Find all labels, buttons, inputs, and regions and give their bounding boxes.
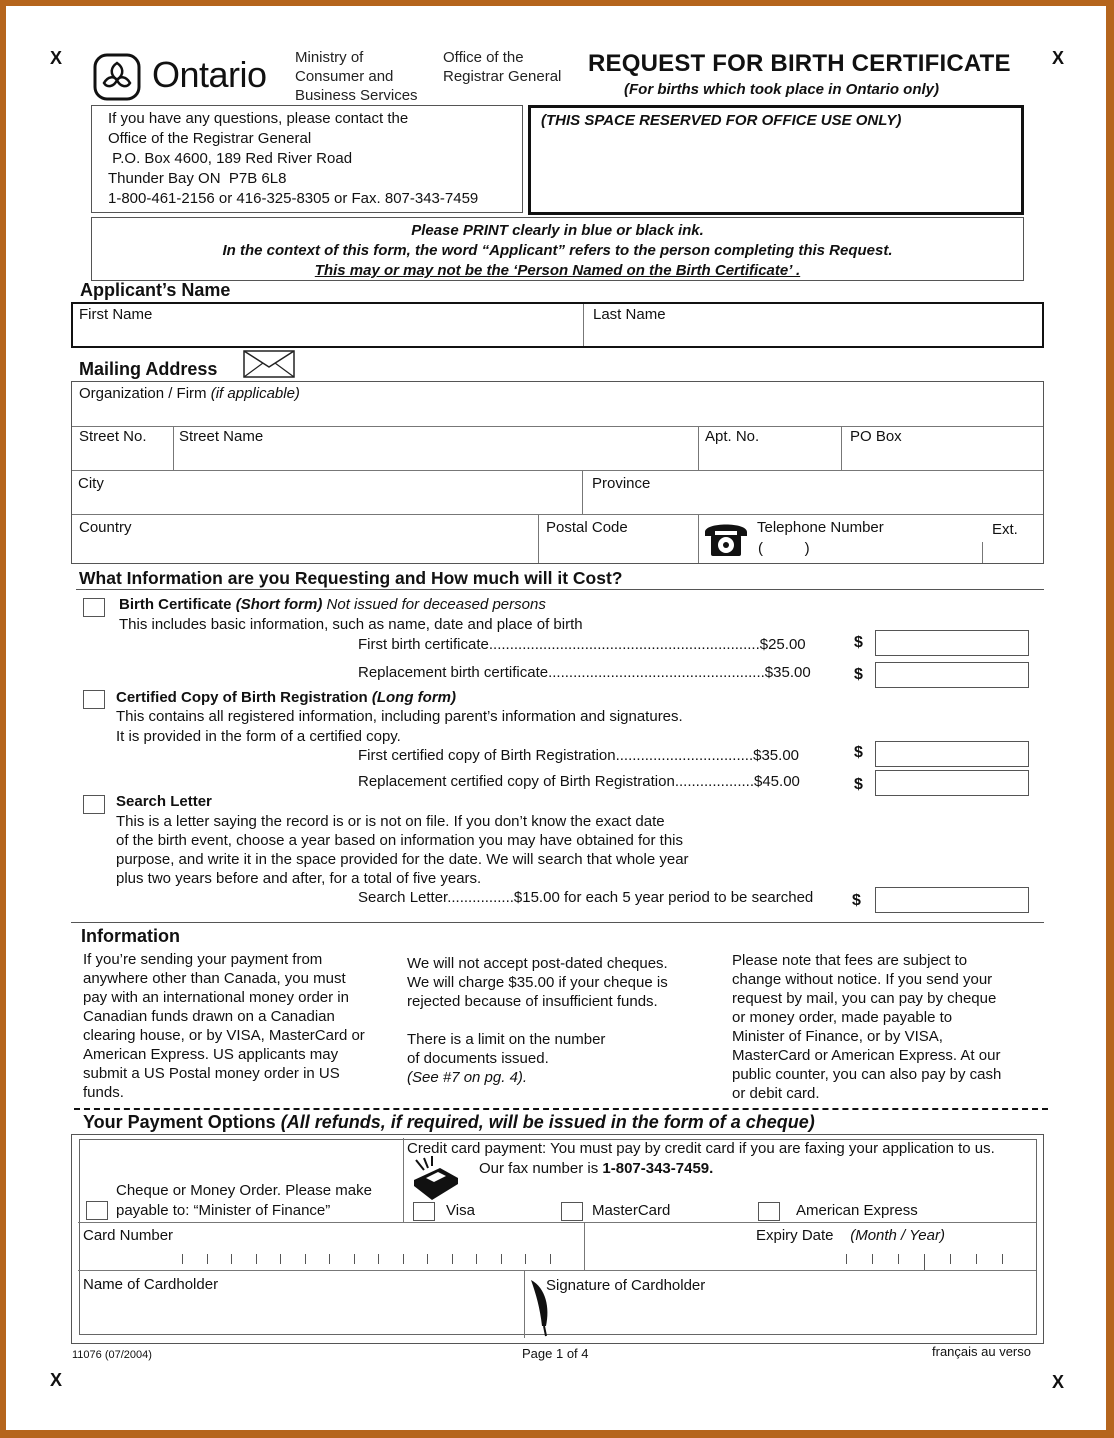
expiry-digit-tick — [846, 1254, 847, 1264]
cheque-label: Cheque or Money Order. Please make — [116, 1182, 372, 1199]
card-digit-tick — [378, 1254, 379, 1264]
postal-code-field[interactable]: Postal Code — [546, 519, 628, 536]
instructions-line-3: This may or may not be the ‘Person Named on the Birth Certificate’ . — [314, 262, 801, 279]
corner-mark-top-left: X — [50, 48, 63, 68]
ministry-name: Ministry of Consumer and Business Services — [295, 49, 418, 104]
telephone-icon — [703, 520, 749, 558]
expiry-digit-tick — [872, 1254, 873, 1264]
search-letter-description: This is a letter saying the record is or is not on file. If you don’t know the exact date of the birth event, choose a year based on information you may have obtained for this purpose, and write it in the space provided for the date. We will search that whole year plus two years before and after, for a total of five years. — [116, 813, 689, 887]
telephone-field[interactable]: Telephone Number — [757, 519, 884, 536]
corner-mark-bottom-left: X — [50, 1370, 63, 1390]
mailing-address-box — [71, 381, 1044, 564]
long-form-checkbox[interactable] — [83, 690, 105, 709]
po-box-field[interactable]: PO Box — [850, 428, 902, 445]
visa-label: Visa — [446, 1202, 475, 1219]
cut-line — [74, 1108, 1048, 1110]
expiry-digit-tick — [898, 1254, 899, 1264]
contact-line: P.O. Box 4600, 189 Red River Road — [108, 150, 353, 167]
expiry-digit-tick — [924, 1254, 925, 1270]
cheque-payable: payable to: “Minister of Finance” — [116, 1202, 331, 1219]
contact-box — [91, 105, 523, 213]
country-field[interactable]: Country — [79, 519, 132, 536]
office-name: Office of the Registrar General — [443, 49, 562, 85]
instructions-box — [91, 217, 1024, 281]
contact-line: 1-800-461-2156 or 416-325-8305 or Fax. 807-343-7459 — [108, 190, 479, 207]
corner-mark-top-right: X — [1052, 48, 1065, 68]
long-form-first-price: First certified copy of Birth Registration.................................$35.00 — [358, 747, 799, 764]
information-column-2: We will not accept post-dated cheques. We will charge $35.00 if your cheque is rejected because of insufficient funds. There is a limit on the number of documents issued. (See #7 on pg. 4). — [407, 955, 668, 1086]
mailing-heading: Mailing Address — [79, 359, 218, 379]
search-letter-amount[interactable] — [875, 887, 1029, 913]
applicant-heading: Applicant’s Name — [80, 280, 231, 300]
long-form-description: It is provided in the form of a certified copy. — [116, 728, 401, 745]
visa-checkbox[interactable] — [413, 1202, 435, 1221]
card-digit-tick — [550, 1254, 551, 1264]
cheque-checkbox[interactable] — [86, 1201, 108, 1220]
street-number-field[interactable]: Street No. — [79, 428, 147, 445]
card-digit-tick — [305, 1254, 306, 1264]
card-digit-tick — [476, 1254, 477, 1264]
payment-heading: Your Payment Options (All refunds, if required, will be issued in the form of a cheque) — [83, 1112, 815, 1132]
area-code-field[interactable]: ( ) — [758, 540, 810, 557]
apt-number-field[interactable]: Apt. No. — [705, 428, 760, 445]
dollar-sign: $ — [854, 666, 863, 683]
expiry-digit-tick — [950, 1254, 951, 1264]
form-title: REQUEST FOR BIRTH CERTIFICATE — [588, 50, 1011, 77]
card-digit-tick — [525, 1254, 526, 1264]
short-form-description: This includes basic information, such as name, date and place of birth — [119, 616, 583, 633]
form-number: 11076 (07/2004) — [72, 1349, 152, 1361]
french-version-note: français au verso — [932, 1344, 1031, 1359]
card-digit-tick — [182, 1254, 183, 1264]
first-name-field[interactable]: First Name — [79, 306, 153, 323]
search-letter-price: Search Letter................$15.00 for each 5 year period to be searched — [358, 889, 814, 906]
logo-text: Ontario — [152, 54, 267, 95]
card-digit-tick — [207, 1254, 208, 1264]
instructions-line-2: In the context of this form, the word “Applicant” refers to the person completing this Request. — [222, 242, 893, 259]
card-digit-tick — [256, 1254, 257, 1264]
contact-line: If you have any questions, please contact the — [108, 110, 409, 127]
fax-machine-icon — [410, 1156, 462, 1200]
short-form-first-price: First birth certificate.................................................................$25.00 — [358, 636, 806, 653]
short-form-checkbox[interactable] — [83, 598, 105, 617]
cardholder-name-field[interactable]: Name of Cardholder — [83, 1276, 219, 1293]
expiry-date-field[interactable]: Expiry Date (Month / Year) — [756, 1227, 945, 1244]
contact-line: Thunder Bay ON P7B 6L8 — [108, 170, 287, 187]
office-use-box — [528, 105, 1024, 215]
search-letter-checkbox[interactable] — [83, 795, 105, 814]
office-use-label: (THIS SPACE RESERVED FOR OFFICE USE ONLY) — [541, 112, 902, 129]
card-digit-tick — [501, 1254, 502, 1264]
trillium-icon — [92, 52, 142, 102]
card-number-field[interactable]: Card Number — [83, 1227, 174, 1244]
information-heading: Information — [81, 926, 180, 946]
requesting-heading: What Information are you Requesting and How much will it Cost? — [79, 568, 623, 588]
amex-checkbox[interactable] — [758, 1202, 780, 1221]
contact-line: Office of the Registrar General — [108, 130, 312, 147]
short-form-replacement-amount[interactable] — [875, 662, 1029, 688]
information-column-1: If you’re sending your payment from anywhere other than Canada, you must pay with an international money order in Canadian funds drawn on a Canadian clearing house, or by VISA, MasterCard or American Express. US applicants may submit a US Postal money order in US funds. — [83, 951, 365, 1101]
form-page — [6, 6, 1106, 1430]
instructions-line-1: Please PRINT clearly in blue or black ink. — [411, 222, 704, 239]
long-form-description: This contains all registered information, including parent’s information and signatures. — [116, 708, 683, 725]
card-digit-tick — [427, 1254, 428, 1264]
search-letter-title: Search Letter — [116, 793, 212, 810]
envelope-icon — [243, 350, 295, 378]
dollar-sign: $ — [854, 744, 863, 761]
card-digit-tick — [280, 1254, 281, 1264]
dollar-sign: $ — [854, 776, 863, 793]
expiry-digit-tick — [1002, 1254, 1003, 1264]
fax-number-line: Our fax number is 1-807-343-7459. — [479, 1160, 714, 1177]
amex-label: American Express — [796, 1202, 918, 1219]
long-form-title: Certified Copy of Birth Registration (Long form) — [116, 689, 456, 706]
card-digit-tick — [329, 1254, 330, 1264]
long-form-first-amount[interactable] — [875, 741, 1029, 767]
ontario-logo — [92, 52, 282, 104]
page-number: Page 1 of 4 — [522, 1346, 589, 1361]
signature-field[interactable]: Signature of Cardholder — [546, 1277, 706, 1294]
long-form-replacement-price: Replacement certified copy of Birth Registration...................$45.00 — [358, 773, 800, 790]
card-digit-tick — [354, 1254, 355, 1264]
province-field[interactable]: Province — [592, 475, 651, 492]
card-digit-tick — [452, 1254, 453, 1264]
corner-mark-bottom-right: X — [1052, 1372, 1065, 1392]
credit-card-note: Credit card payment: You must pay by credit card if you are faxing your application to us. — [407, 1140, 995, 1157]
short-form-title: Birth Certificate (Short form) Not issued for deceased persons — [119, 596, 546, 613]
dollar-sign: $ — [854, 634, 863, 651]
short-form-replacement-price: Replacement birth certificate....................................................$35.00 — [358, 664, 811, 681]
city-field[interactable]: City — [78, 475, 104, 492]
information-column-3: Please note that fees are subject to change without notice. If you send your request by mail, you can pay by cheque or money order, made payable to Minister of Finance, or by VISA, MasterCard or American Express. At our public counter, you can also pay by cash or debit card. — [732, 952, 1002, 1102]
mastercard-label: MasterCard — [592, 1202, 671, 1219]
last-name-field[interactable]: Last Name — [593, 306, 666, 323]
long-form-replacement-amount[interactable] — [875, 770, 1029, 796]
card-digit-tick — [231, 1254, 232, 1264]
short-form-first-amount[interactable] — [875, 630, 1029, 656]
dollar-sign: $ — [852, 892, 861, 909]
form-subtitle: (For births which took place in Ontario only) — [624, 81, 940, 98]
expiry-digit-tick — [976, 1254, 977, 1264]
mastercard-checkbox[interactable] — [561, 1202, 583, 1221]
street-name-field[interactable]: Street Name — [179, 428, 264, 445]
extension-field[interactable]: Ext. — [992, 521, 1018, 538]
organization-field[interactable]: Organization / Firm (if applicable) — [79, 385, 300, 402]
applicant-name-box — [71, 302, 1044, 348]
card-digit-tick — [403, 1254, 404, 1264]
